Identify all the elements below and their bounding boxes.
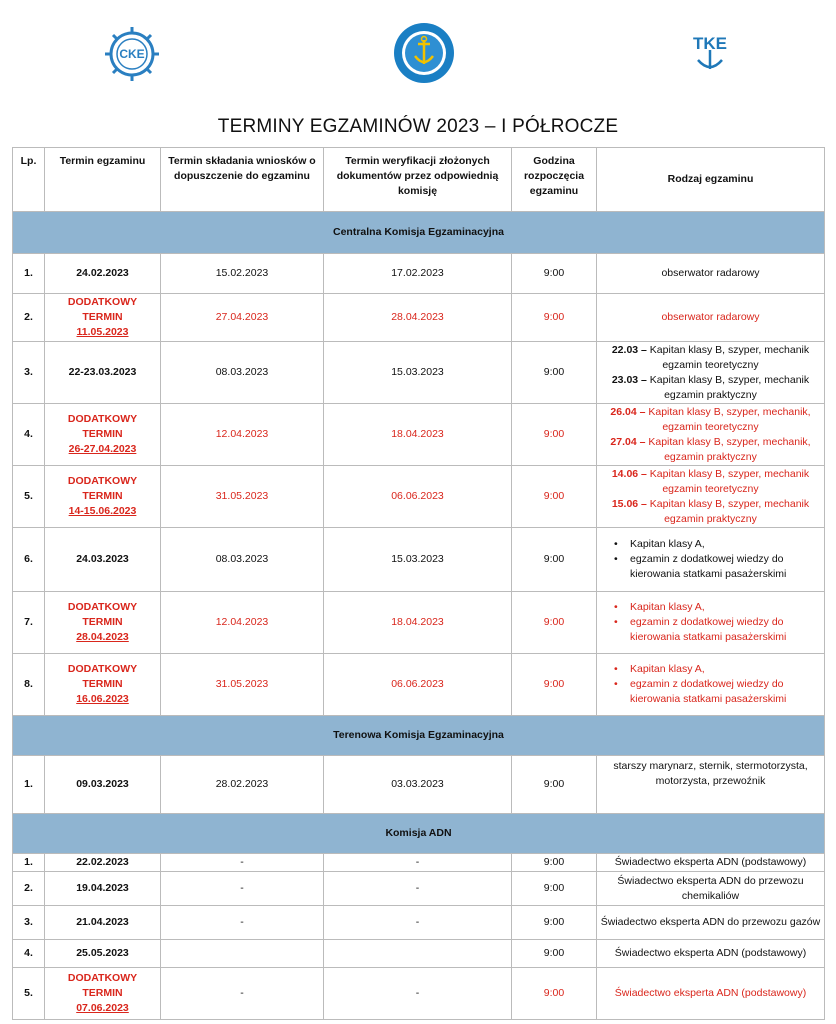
verification-date-cell: 03.03.2023: [324, 756, 512, 814]
exam-date-cell: [45, 654, 161, 716]
section-title: Centralna Komisja Egzaminacyjna: [13, 212, 825, 254]
extra-label: TERMIN: [82, 678, 123, 690]
exam-schedule-table: [12, 147, 825, 1020]
start-time-cell: 9:00: [512, 342, 597, 404]
extra-label: TERMIN: [82, 490, 123, 502]
bullet-item: • egzamin z dodatkowej wiedzy do kierowania statkami pasażerskimi: [614, 615, 821, 645]
verification-date-cell: 17.02.2023: [324, 254, 512, 294]
exam-type-cell: starszy marynarz, sternik, stermotorzysta, motorzysta, przewoźnik: [597, 756, 825, 814]
exam-date-cell: 22.02.2023: [45, 854, 161, 872]
exam-type-cell: Świadectwo eksperta ADN (podstawowy): [597, 940, 825, 968]
start-time-cell: 9:00: [512, 940, 597, 968]
start-time-cell: 9:00: [512, 528, 597, 592]
verification-date-cell: 18.04.2023: [324, 592, 512, 654]
header-verification-date: Termin weryfikacji złożonych dokumentów przez odpowiednią komisję: [324, 148, 512, 212]
bullet-item: • Kapitan klasy A,: [614, 537, 821, 552]
verification-date-cell: 28.04.2023: [324, 294, 512, 342]
application-date-cell: 12.04.2023: [161, 404, 324, 466]
table-row: [13, 404, 825, 466]
extra-date: 26-27.04.2023: [68, 443, 137, 455]
section-row-tke: [13, 716, 825, 756]
section-title: Komisja ADN: [13, 814, 825, 854]
extra-date: 07.06.2023: [76, 1002, 129, 1014]
start-time-cell: 9:00: [512, 968, 597, 1020]
table-header-row: [13, 148, 825, 212]
extra-label: TERMIN: [82, 616, 123, 628]
application-date-cell: 12.04.2023: [161, 592, 324, 654]
table-row: [13, 940, 825, 968]
extra-label: TERMIN: [82, 311, 123, 323]
verification-date-cell: -: [324, 872, 512, 906]
extra-label: DODATKOWY: [67, 475, 138, 487]
bullet-item: • Kapitan klasy A,: [614, 662, 821, 677]
start-time-cell: 9:00: [512, 854, 597, 872]
emblem-logo-icon: [393, 22, 455, 84]
extra-date: 28.04.2023: [76, 631, 129, 643]
exam-type-cell: Świadectwo eksperta ADN do przewozu chemikaliów: [597, 872, 825, 906]
lp-cell: 3.: [13, 342, 45, 404]
bullet-item: • egzamin z dodatkowej wiedzy do kierowania statkami pasażerskimi: [614, 677, 821, 707]
svg-text:TKE: TKE: [693, 34, 727, 53]
lp-cell: 5.: [13, 968, 45, 1020]
exam-date-cell: 24.02.2023: [45, 254, 161, 294]
lp-cell: 3.: [13, 906, 45, 940]
lp-cell: 2.: [13, 872, 45, 906]
verification-date-cell: -: [324, 906, 512, 940]
exam-day: 27.04 –: [610, 435, 646, 448]
verification-date-cell: -: [324, 854, 512, 872]
extra-label: TERMIN: [82, 428, 123, 440]
exam-day: 22.03 –: [611, 343, 647, 356]
exam-desc: Kapitan klasy B, szyper, mechanik, egzamin praktyczny: [645, 435, 811, 463]
table-row: [13, 528, 825, 592]
lp-cell: 1.: [13, 756, 45, 814]
start-time-cell: 9:00: [512, 294, 597, 342]
exam-date-cell: 25.05.2023: [45, 940, 161, 968]
extra-label: DODATKOWY: [67, 413, 138, 425]
exam-type-cell: [597, 592, 825, 654]
bullet-item: • Kapitan klasy A,: [614, 600, 821, 615]
application-date-cell: 08.03.2023: [161, 342, 324, 404]
verification-date-cell: 15.03.2023: [324, 342, 512, 404]
exam-desc: Kapitan klasy B, szyper, mechanik egzamin praktyczny: [646, 497, 810, 525]
extra-label: TERMIN: [82, 987, 123, 999]
table-row: [13, 756, 825, 814]
lp-cell: 4.: [13, 404, 45, 466]
exam-type-cell: [597, 404, 825, 466]
section-title: Terenowa Komisja Egzaminacyjna: [13, 716, 825, 756]
exam-desc: Kapitan klasy B, szyper, mechanik, egzamin teoretyczny: [645, 405, 811, 433]
table-row: [13, 254, 825, 294]
exam-date-cell: [45, 592, 161, 654]
lp-cell: 4.: [13, 940, 45, 968]
table-row: [13, 906, 825, 940]
exam-date-cell: [45, 968, 161, 1020]
application-date-cell: 28.02.2023: [161, 756, 324, 814]
exam-day: 14.06 –: [611, 467, 647, 480]
exam-type-cell: [597, 342, 825, 404]
start-time-cell: 9:00: [512, 654, 597, 716]
exam-type-cell: obserwator radarowy: [597, 294, 825, 342]
exam-desc: Kapitan klasy B, szyper, mechanik egzamin teoretyczny: [646, 343, 810, 371]
start-time-cell: 9:00: [512, 254, 597, 294]
section-row-adn: [13, 814, 825, 854]
application-date-cell: 27.04.2023: [161, 294, 324, 342]
start-time-cell: 9:00: [512, 756, 597, 814]
exam-date-cell: [45, 294, 161, 342]
verification-date-cell: 06.06.2023: [324, 466, 512, 528]
table-row: [13, 466, 825, 528]
exam-date-cell: [45, 466, 161, 528]
header-exam-type: Rodzaj egzaminu: [597, 148, 825, 212]
application-date-cell: 15.02.2023: [161, 254, 324, 294]
start-time-cell: 9:00: [512, 466, 597, 528]
exam-type-cell: Świadectwo eksperta ADN (podstawowy): [597, 854, 825, 872]
lp-cell: 6.: [13, 528, 45, 592]
extra-label: DODATKOWY: [67, 601, 138, 613]
lp-cell: 5.: [13, 466, 45, 528]
application-date-cell: 31.05.2023: [161, 654, 324, 716]
extra-label: DODATKOWY: [67, 972, 138, 984]
tke-anchor-logo-icon: [688, 30, 732, 74]
header-lp: Lp.: [13, 148, 45, 212]
exam-day: 15.06 –: [611, 497, 647, 510]
application-date-cell: 31.05.2023: [161, 466, 324, 528]
exam-day: 23.03 –: [611, 373, 647, 386]
application-date-cell: -: [161, 968, 324, 1020]
application-date-cell: -: [161, 854, 324, 872]
lp-cell: 1.: [13, 254, 45, 294]
table-row: [13, 294, 825, 342]
table-row: [13, 872, 825, 906]
exam-desc: Kapitan klasy B, szyper, mechanik egzamin praktyczny: [646, 373, 810, 401]
header-application-date: Termin składania wniosków o dopuszczenie do egzaminu: [161, 148, 324, 212]
start-time-cell: 9:00: [512, 872, 597, 906]
exam-date-cell: 22-23.03.2023: [45, 342, 161, 404]
start-time-cell: 9:00: [512, 592, 597, 654]
extra-label: DODATKOWY: [67, 296, 138, 308]
page-title: TERMINY EGZAMINÓW 2023 – I PÓŁROCZE: [217, 116, 619, 137]
lp-cell: 2.: [13, 294, 45, 342]
application-date-cell: -: [161, 872, 324, 906]
section-row-cke: [13, 212, 825, 254]
bullet-item: • egzamin z dodatkowej wiedzy do kierowania statkami pasażerskimi: [614, 552, 821, 582]
exam-date-cell: [45, 404, 161, 466]
exam-date-cell: 24.03.2023: [45, 528, 161, 592]
table-row: [13, 342, 825, 404]
cke-logo-icon: [104, 26, 160, 82]
table-row: [13, 968, 825, 1020]
verification-date-cell: 06.06.2023: [324, 654, 512, 716]
extra-label: DODATKOWY: [67, 663, 138, 675]
verification-date-cell: -: [324, 968, 512, 1020]
verification-date-cell: 18.04.2023: [324, 404, 512, 466]
start-time-cell: 9:00: [512, 404, 597, 466]
header-start-time: Godzina rozpoczęcia egzaminu: [512, 148, 597, 212]
exam-type-cell: obserwator radarowy: [597, 254, 825, 294]
header-exam-date: Termin egzaminu: [45, 148, 161, 212]
logo-bar: [0, 0, 836, 110]
exam-type-cell: Świadectwo eksperta ADN do przewozu gazów: [597, 906, 825, 940]
svg-text:CKE: CKE: [119, 47, 145, 61]
table-row: [13, 592, 825, 654]
start-time-cell: 9:00: [512, 906, 597, 940]
exam-type-cell: Świadectwo eksperta ADN (podstawowy): [597, 968, 825, 1020]
table-row: [13, 854, 825, 872]
lp-cell: 7.: [13, 592, 45, 654]
lp-cell: 1.: [13, 854, 45, 872]
application-date-cell: -: [161, 906, 324, 940]
extra-date: 16.06.2023: [76, 693, 129, 705]
verification-date-cell: 15.03.2023: [324, 528, 512, 592]
exam-day: 26.04 –: [610, 405, 646, 418]
exam-desc: Kapitan klasy B, szyper, mechanik egzamin teoretyczny: [646, 467, 810, 495]
exam-date-cell: 21.04.2023: [45, 906, 161, 940]
verification-date-cell: [324, 940, 512, 968]
exam-type-cell: [597, 528, 825, 592]
exam-date-cell: 19.04.2023: [45, 872, 161, 906]
exam-date-cell: 09.03.2023: [45, 756, 161, 814]
application-date-cell: [161, 940, 324, 968]
exam-type-cell: [597, 466, 825, 528]
extra-date: 14-15.06.2023: [68, 505, 137, 517]
application-date-cell: 08.03.2023: [161, 528, 324, 592]
lp-cell: 8.: [13, 654, 45, 716]
extra-date: 11.05.2023: [76, 326, 129, 338]
table-row: [13, 654, 825, 716]
exam-type-cell: [597, 654, 825, 716]
